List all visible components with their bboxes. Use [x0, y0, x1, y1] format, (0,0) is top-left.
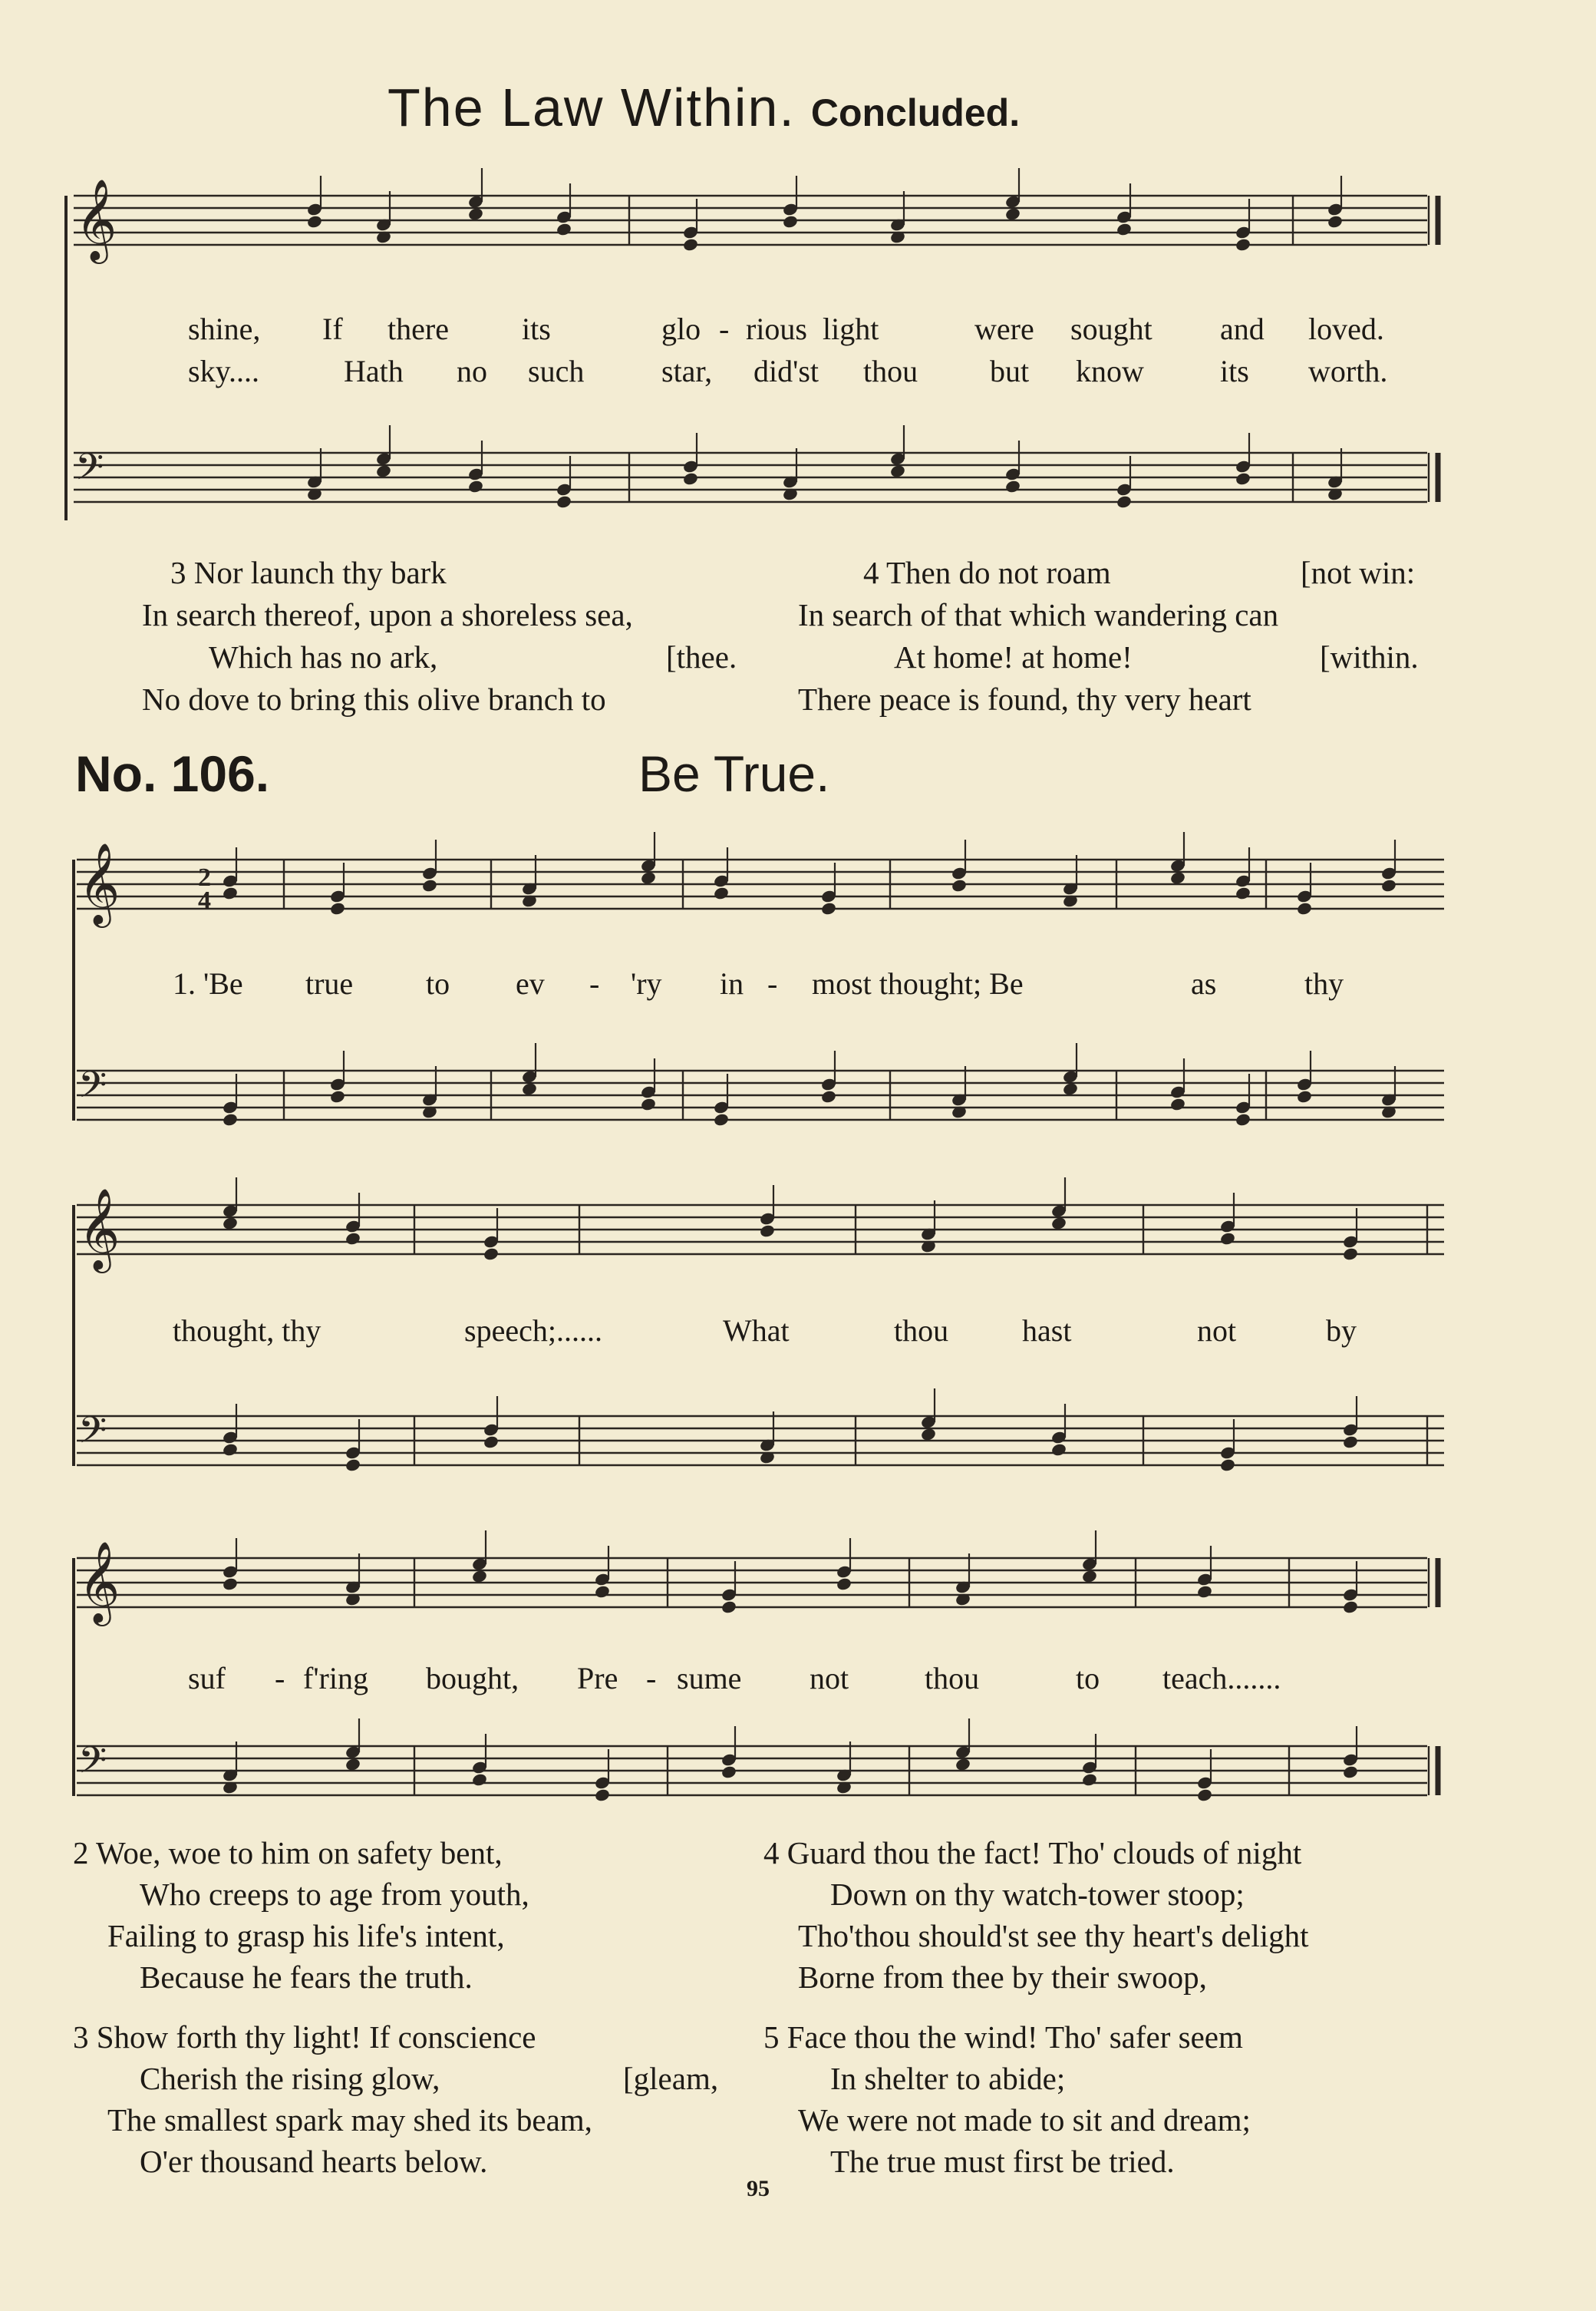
note-head [467, 479, 484, 494]
note-head [222, 1216, 239, 1230]
note-head [1342, 1246, 1359, 1261]
note-head [1004, 206, 1021, 221]
lyric-word: sky.... [188, 354, 259, 388]
lyric-word: Pre [577, 1661, 618, 1695]
lyric-word: not [1197, 1313, 1237, 1348]
note-head [375, 464, 392, 478]
lyric-word: were [974, 312, 1034, 346]
lyric-word: to [1076, 1661, 1100, 1695]
lyric-word: - [589, 966, 600, 1001]
lyric-word: worth. [1308, 354, 1388, 388]
verse-line: The true must first be tried. [830, 2144, 1175, 2179]
note-head [1116, 222, 1133, 236]
lyric-word: shine, [188, 312, 261, 346]
lyric-word: as [1191, 966, 1217, 1001]
note-head [820, 1089, 837, 1104]
lyric-word: thought, thy [173, 1313, 322, 1348]
note-head [1050, 1216, 1067, 1230]
lyric-word: in [720, 966, 744, 1001]
verse-line: Which has no ark, [209, 639, 438, 675]
verse-line: 4 Guard thou the fact! Tho' clouds of night [763, 1835, 1302, 1870]
note-head [1342, 1434, 1359, 1449]
page-title-text: The Law Within. [387, 78, 796, 137]
verse-line: 5 Face thou the wind! Tho' safer seem [763, 2019, 1243, 2055]
bass-clef: 𝄢 [78, 1408, 107, 1461]
verse-line: 2 Woe, woe to him on safety bent, [73, 1835, 503, 1870]
lyric-word: bought, [426, 1661, 519, 1695]
note-head [1235, 471, 1251, 486]
lyric-word: speech;...... [464, 1313, 602, 1348]
verse-line: Down on thy watch-tower stoop; [830, 1877, 1245, 1912]
treble-clef: 𝄞 [78, 1187, 120, 1269]
note-head [471, 1569, 488, 1583]
note-head [1235, 1112, 1251, 1127]
verse-line: [within. [1320, 639, 1419, 675]
note-head [782, 214, 799, 229]
lyric-word: most thought; Be [812, 966, 1024, 1001]
lyric-word: no [457, 354, 487, 388]
verse-line: 3 Nor launch thy bark [170, 555, 447, 590]
note-head [521, 1081, 538, 1096]
treble-clef: 𝄞 [78, 842, 120, 924]
verse-line: 3 Show forth thy light! If conscience [73, 2019, 536, 2055]
lyric-word: such [528, 354, 585, 388]
lyric-word: hast [1022, 1313, 1072, 1348]
lyric-word: f'ring [303, 1661, 368, 1695]
note-head [920, 1427, 937, 1441]
note-head [222, 1576, 239, 1591]
lyric-word: know [1076, 354, 1144, 388]
note-head [471, 1772, 488, 1787]
note-head [713, 1112, 730, 1127]
treble-clef: 𝄞 [78, 1540, 120, 1623]
lyric-word: What [723, 1313, 790, 1348]
hymn-number: No. 106. [75, 745, 270, 802]
note-head [1050, 1442, 1067, 1457]
hymn-title: Be True. [638, 745, 830, 802]
treble-clef: 𝄞 [75, 178, 117, 260]
lyric-word: thou [863, 354, 918, 388]
note-head [345, 1458, 361, 1472]
verse-line: There peace is found, thy very heart [798, 682, 1251, 717]
page-number: 95 [747, 2176, 770, 2201]
note-head [306, 214, 323, 229]
time-signature: 4 [198, 886, 211, 915]
lyric-word: thou [925, 1661, 980, 1695]
note-head [421, 878, 438, 893]
lyric-word: teach....... [1162, 1661, 1281, 1695]
lyric-word: sought [1070, 312, 1152, 346]
page-title [387, 77, 1020, 138]
note-head [483, 1434, 500, 1449]
verse-line: [not win: [1301, 555, 1416, 590]
lyric-word: ev [516, 966, 545, 1001]
note-head [556, 494, 572, 509]
note-head [222, 1442, 239, 1457]
note-head [1196, 1788, 1213, 1802]
lyric-word: its [522, 312, 551, 346]
note-head [1116, 494, 1133, 509]
note-head [1327, 214, 1344, 229]
lyric-word: suf [188, 1661, 226, 1695]
note-head [836, 1576, 852, 1591]
verse-line: We were not made to sit and dream; [798, 2102, 1251, 2138]
verse-line: O'er thousand hearts below. [140, 2144, 488, 2179]
time-signature: 2 [198, 863, 211, 892]
note-head [1342, 1600, 1359, 1614]
note-head [222, 886, 239, 900]
lyric-word: Hath [344, 354, 404, 388]
note-head [1062, 1081, 1079, 1096]
verse-line: No dove to bring this olive branch to [142, 682, 606, 717]
note-head [1235, 237, 1251, 252]
lyric-word: true [305, 966, 354, 1001]
verse-line: The smallest spark may shed its beam, [107, 2102, 592, 2138]
bass-clef: 𝄢 [75, 445, 104, 497]
note-head [329, 1089, 346, 1104]
lyric-word: - [275, 1661, 285, 1695]
note-head [889, 464, 906, 478]
note-head [1380, 878, 1397, 893]
lyric-word: and [1220, 312, 1265, 346]
lyric-word: - [646, 1661, 657, 1695]
page-title-suffix: Concluded. [810, 91, 1021, 134]
lyric-word: its [1220, 354, 1249, 388]
note-head [721, 1600, 737, 1614]
note-head [1169, 1097, 1186, 1111]
note-head [345, 1757, 361, 1771]
verse-line: 4 Then do not roam [863, 555, 1111, 590]
note-head [483, 1246, 500, 1261]
note-head [1342, 1765, 1359, 1779]
note-head [1169, 870, 1186, 885]
note-head [640, 870, 657, 885]
lyric-word: 1. 'Be [173, 966, 243, 1001]
lyric-word: not [810, 1661, 849, 1695]
note-head [594, 1584, 611, 1599]
lyric-word: thy [1304, 966, 1344, 1001]
lyric-word: - [767, 966, 778, 1001]
note-head [329, 901, 346, 916]
note-head [1235, 886, 1251, 900]
lyric-word: If [322, 312, 343, 346]
verse-line: Cherish the rising glow, [140, 2061, 440, 2096]
note-head [1081, 1569, 1098, 1583]
verse-line: In shelter to abide; [830, 2061, 1066, 2096]
note-head [682, 237, 699, 252]
bass-clef: 𝄢 [78, 1063, 107, 1115]
verse-line: In search of that which wandering can [798, 597, 1279, 632]
note-head [713, 886, 730, 900]
note-head [682, 471, 699, 486]
bass-clef: 𝄢 [78, 1738, 107, 1791]
lyric-word: rious [746, 312, 807, 346]
lyric-word: glo [661, 312, 701, 346]
note-head [1219, 1231, 1236, 1246]
lyric-word: thou [894, 1313, 949, 1348]
lyric-word: light [823, 312, 879, 346]
lyric-word: loved. [1308, 312, 1384, 346]
lyric-word: did'st [753, 354, 819, 388]
verse-line: Who creeps to age from youth, [140, 1877, 529, 1912]
note-head [1196, 1584, 1213, 1599]
note-head [1296, 1089, 1313, 1104]
verse-line: [gleam, [623, 2061, 719, 2096]
verse-line: Tho'thou should'st see thy heart's delight [798, 1918, 1309, 1953]
verse-line: Borne from thee by their swoop, [798, 1959, 1207, 1995]
note-head [467, 206, 484, 221]
note-head [820, 901, 837, 916]
lyric-word: 'ry [631, 966, 662, 1001]
note-head [1219, 1458, 1236, 1472]
note-head [1081, 1772, 1098, 1787]
note-head [955, 1757, 971, 1771]
verse-line: In search thereof, upon a shoreless sea, [142, 597, 633, 632]
lyric-word: there [387, 312, 449, 346]
lyric-word: - [719, 312, 730, 346]
verse-line: At home! at home! [894, 639, 1133, 675]
note-head [556, 222, 572, 236]
note-head [951, 878, 968, 893]
note-head [640, 1097, 657, 1111]
lyric-word: to [426, 966, 450, 1001]
note-head [759, 1223, 776, 1238]
note-head [222, 1112, 239, 1127]
lyric-word: sume [677, 1661, 742, 1695]
note-head [1296, 901, 1313, 916]
note-head [1004, 479, 1021, 494]
lyric-word: star, [661, 354, 713, 388]
verse-line: Because he fears the truth. [140, 1959, 473, 1995]
note-head [594, 1788, 611, 1802]
lyric-word: by [1326, 1313, 1357, 1348]
lyric-word: but [990, 354, 1030, 388]
note-head [345, 1231, 361, 1246]
verse-line: [thee. [666, 639, 737, 675]
note-head [721, 1765, 737, 1779]
verse-line: Failing to grasp his life's intent, [107, 1918, 505, 1953]
